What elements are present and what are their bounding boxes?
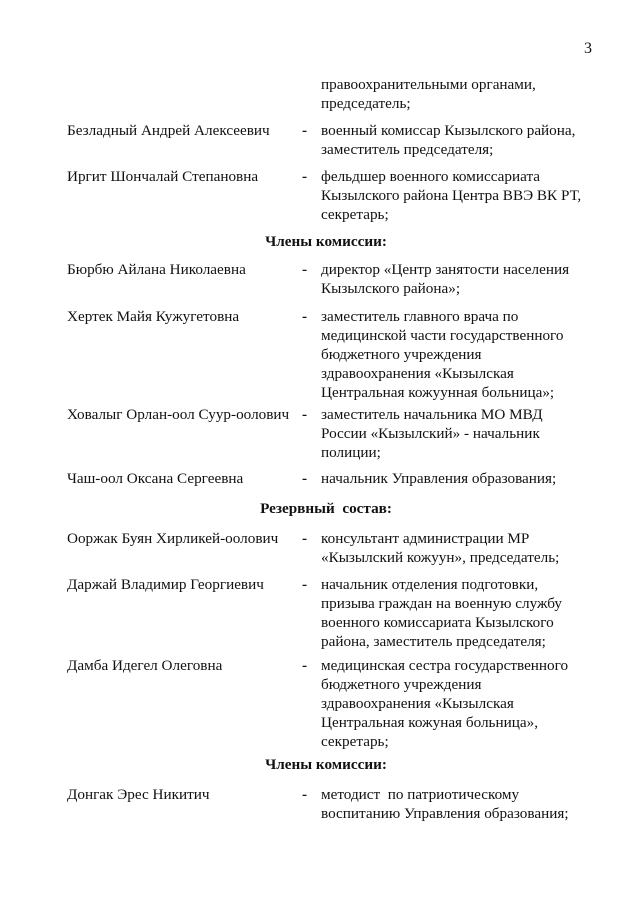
member-name: Даржай Владимир Георгиевич [67, 576, 264, 593]
description-line: директор «Центр занятости населения [321, 261, 570, 278]
entry-description [321, 75, 581, 113]
separator-dash: - [302, 470, 308, 487]
description-line: бюджетного учреждения [321, 676, 482, 693]
section-heading-reserve [0, 499, 640, 518]
member-name: Донгак Эрес Никитич [67, 786, 210, 803]
separator-dash: - [302, 786, 308, 803]
separator-dash: - [302, 657, 308, 674]
description-line: секретарь; [321, 206, 389, 223]
description-line: заместитель начальника МО МВД [321, 406, 543, 423]
description-line: консультант администрации МР [321, 530, 530, 547]
description-line: правоохранительными органами, [321, 76, 536, 93]
description-line: медицинская сестра государственного [321, 657, 569, 674]
section-heading-text: Члены комиссии: [265, 233, 387, 250]
entry-description [321, 260, 581, 298]
entry-description [321, 167, 581, 224]
section-heading-members [0, 232, 640, 251]
description-line: «Кызылский кожуун», председатель; [321, 549, 560, 566]
description-line: Центральная кожуная больница», [321, 714, 538, 731]
section-heading-text: Резервный состав: [260, 500, 392, 517]
separator-dash: - [302, 308, 308, 325]
description-line: Центральная кожуунная больница»; [321, 384, 555, 401]
section-heading-members [0, 755, 640, 774]
separator-dash: - [302, 530, 308, 547]
entry-description [321, 785, 581, 823]
description-line: начальник Управления образования; [321, 470, 557, 487]
separator-dash: - [302, 576, 308, 593]
description-line: председатель; [321, 95, 411, 112]
description-line: бюджетного учреждения [321, 346, 482, 363]
member-name: Безладный Андрей Алексеевич [67, 122, 270, 139]
description-line: Кызылского района Центра ВВЭ ВК РТ, [321, 187, 582, 204]
description-line: секретарь; [321, 733, 389, 750]
separator-dash: - [302, 122, 308, 139]
entry-description [321, 529, 581, 567]
description-line: здравоохранения «Кызылская [321, 695, 514, 712]
entry-description [321, 469, 581, 488]
entry-description [321, 405, 581, 462]
member-name: Бюрбю Айлана Николаевна [67, 261, 246, 278]
description-line: полиции; [321, 444, 381, 461]
description-line: района, заместитель председателя; [321, 633, 546, 650]
entry-description [321, 656, 581, 751]
member-name: Ховалыг Орлан-оол Суур-оолович [67, 406, 290, 423]
description-line: заместитель председателя; [321, 141, 494, 158]
separator-dash: - [302, 261, 308, 278]
separator-dash: - [302, 406, 308, 423]
member-name: Ооржак Буян Хирликей-оолович [67, 530, 279, 547]
description-line: военный комиссар Кызылского района, [321, 122, 576, 139]
description-line: Кызылского района»; [321, 280, 461, 297]
member-name: Дамба Идегел Олеговна [67, 657, 223, 674]
description-line: России «Кызылский» - начальник [321, 425, 540, 442]
description-line: воспитанию Управления образования; [321, 805, 569, 822]
entry-description [321, 121, 581, 159]
description-line: медицинской части государственного [321, 327, 564, 344]
description-line: призыва граждан на военную службу [321, 595, 563, 612]
member-name: Хертек Майя Кужугетовна [67, 308, 240, 325]
description-line: фельдшер военного комиссариата [321, 168, 541, 185]
description-line: военного комиссариата Кызылского [321, 614, 554, 631]
description-line: методист по патриотическому [321, 786, 520, 803]
description-line: здравоохранения «Кызылская [321, 365, 514, 382]
description-line: начальник отделения подготовки, [321, 576, 539, 593]
member-name: Иргит Шончалай Степановна [67, 168, 259, 185]
entry-description [321, 307, 581, 402]
member-name: Чаш-оол Оксана Сергеевна [67, 470, 244, 487]
page-number: 3 [584, 40, 592, 57]
description-line: заместитель главного врача по [321, 308, 519, 325]
separator-dash: - [302, 168, 308, 185]
entry-description [321, 575, 581, 651]
section-heading-text: Члены комиссии: [265, 756, 387, 773]
